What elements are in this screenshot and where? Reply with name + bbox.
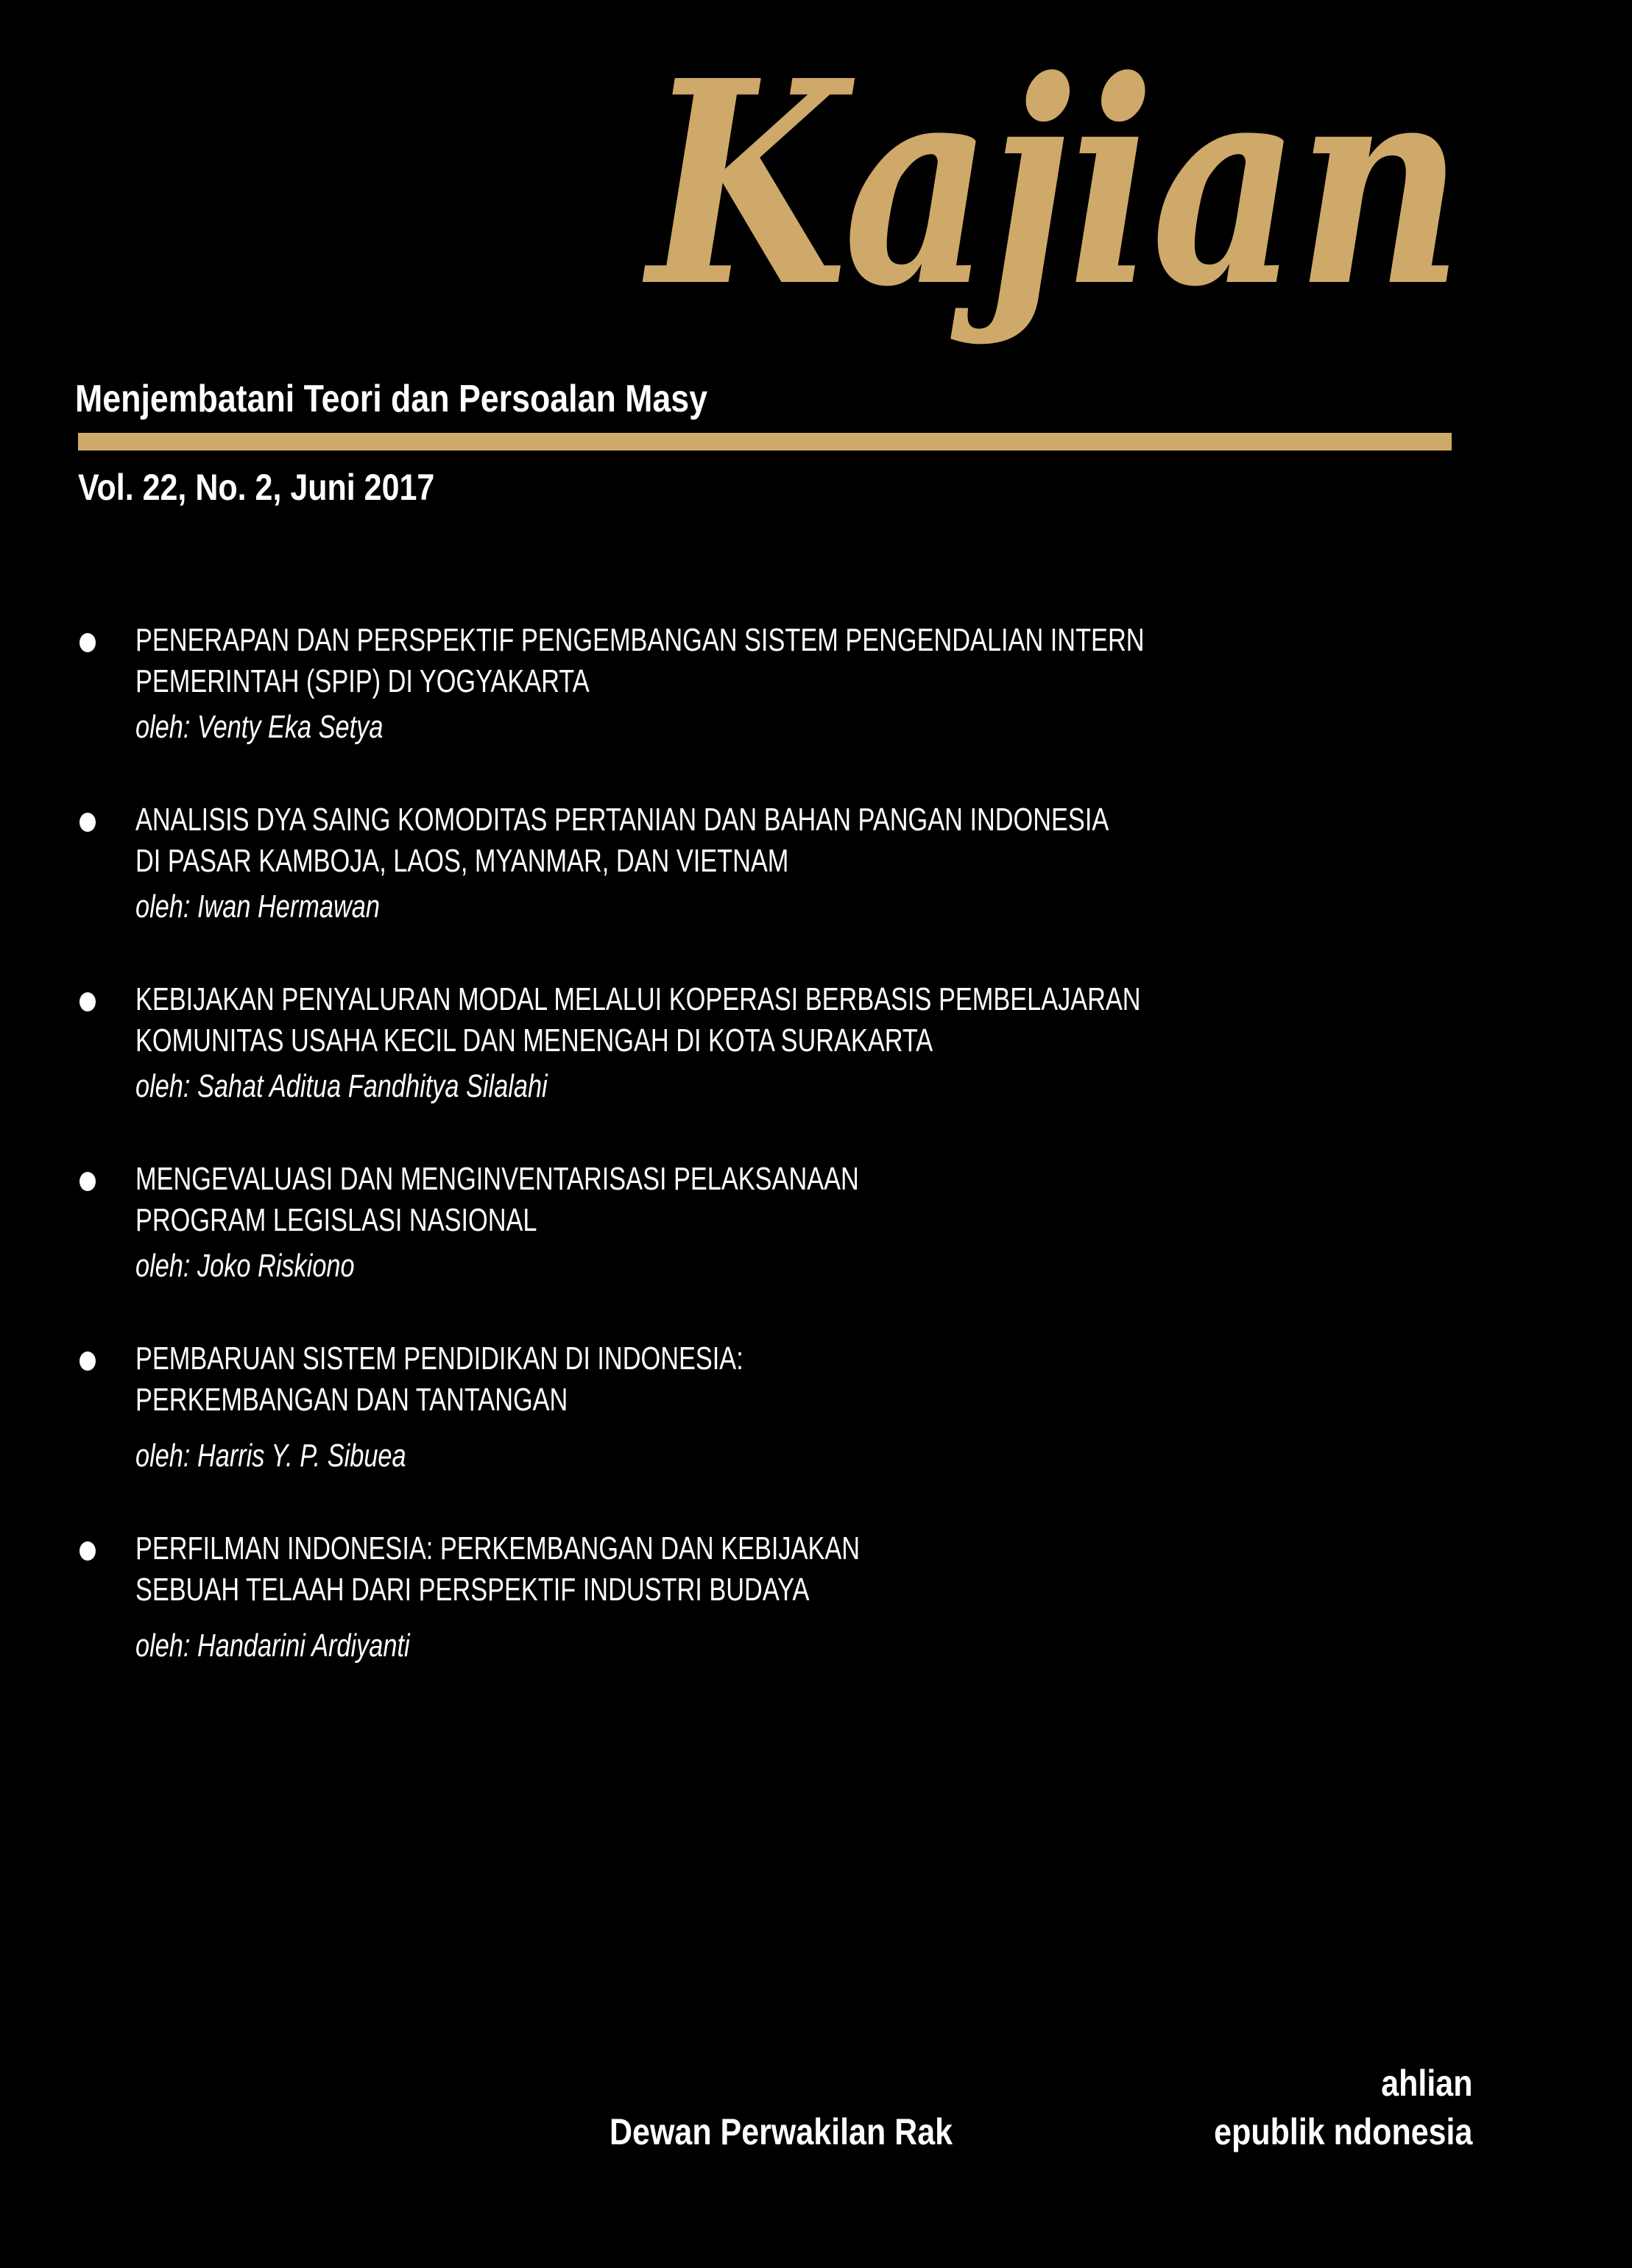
article-author: oleh: Joko Riskiono: [135, 1248, 355, 1284]
article-title-line: SEBUAH TELAAH DARI PERSPEKTIF INDUSTRI BUDAYA: [135, 1572, 810, 1608]
article-title-line: PEMERINTAH (SPIP) DI YOGYAKARTA: [135, 663, 590, 699]
article-title-line: PERKEMBANGAN DAN TANTANGAN: [135, 1382, 568, 1418]
article-title-line: PENERAPAN DAN PERSPEKTIF PENGEMBANGAN SISTEM PENGENDALIAN INTERN: [135, 622, 1145, 658]
bullet-icon: [80, 1541, 96, 1561]
article-author: oleh: Venty Eka Setya: [135, 709, 384, 745]
article-title-line: KOMUNITAS USAHA KECIL DAN MENENGAH DI KOTA SURAKARTA: [135, 1022, 933, 1059]
article-title-line: ANALISIS DYA SAING KOMODITAS PERTANIAN DAN BAHAN PANGAN INDONESIA: [135, 802, 1109, 838]
article-title-line: PERFILMAN INDONESIA: PERKEMBANGAN DAN KEBIJAKAN: [135, 1530, 861, 1566]
volume-info: Vol. 22, No. 2, Juni 2017: [78, 467, 435, 508]
bullet-icon: [80, 1172, 96, 1191]
article-author: oleh: Sahat Aditua Fandhitya Silalahi: [135, 1068, 548, 1104]
publisher-name-right: epublik ndonesia: [1213, 2111, 1472, 2152]
article-author: oleh: Iwan Hermawan: [135, 889, 380, 925]
gold-divider: [78, 433, 1452, 451]
publisher-line-1: ahlian: [1380, 2063, 1472, 2104]
article-author: oleh: Handarini Ardiyanti: [135, 1628, 410, 1664]
article-title-line: DI PASAR KAMBOJA, LAOS, MYANMAR, DAN VIETNAM: [135, 843, 789, 879]
bullet-icon: [80, 813, 96, 832]
publisher-name-left: Dewan Perwakilan Rak: [610, 2111, 953, 2152]
bullet-icon: [80, 633, 96, 652]
journal-title: Kajian: [648, 19, 1460, 348]
article-title-line: KEBIJAKAN PENYALURAN MODAL MELALUI KOPERASI BERBASIS PEMBELAJARAN: [135, 981, 1141, 1017]
article-title-line: MENGEVALUASI DAN MENGINVENTARISASI PELAKSANAAN: [135, 1161, 859, 1197]
article-title-line: PEMBARUAN SISTEM PENDIDIKAN DI INDONESIA:: [135, 1340, 743, 1377]
article-title-line: PROGRAM LEGISLASI NASIONAL: [135, 1202, 537, 1238]
bullet-icon: [80, 992, 96, 1011]
bullet-icon: [80, 1352, 96, 1371]
article-author: oleh: Harris Y. P. Sibuea: [135, 1438, 406, 1474]
journal-tagline: Menjembatani Teori dan Persoalan Masy: [75, 378, 708, 420]
